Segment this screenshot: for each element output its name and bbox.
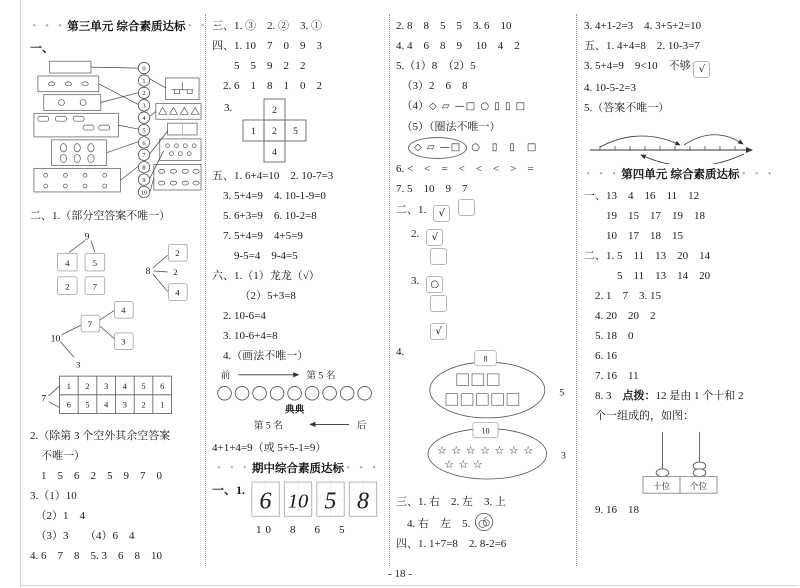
svg-text:4: 4 — [65, 258, 70, 269]
q8-text: 12 是由 1 个十和 2 — [655, 390, 744, 402]
balance-icon — [172, 82, 194, 94]
answer-line: 9. 16 18 — [584, 504, 639, 516]
svg-text:5: 5 — [559, 387, 565, 399]
answer-line: 6. 16 — [584, 350, 617, 362]
svg-text:2: 2 — [272, 127, 278, 137]
q8-line-1 — [584, 386, 776, 406]
check-label: 3. — [411, 275, 420, 287]
svg-text:5: 5 — [293, 127, 299, 137]
answer-line: 3. 5+4=9 4. 10-1-9=0 — [212, 190, 326, 202]
svg-text:2: 2 — [85, 381, 90, 391]
answer-line: 四、1. 10 7 0 9 3 — [212, 40, 322, 52]
svg-text:1: 1 — [66, 381, 71, 391]
answer-line: 6. < < = < < < > = — [396, 163, 534, 175]
svg-text:4: 4 — [272, 148, 278, 158]
col4-answers-d — [584, 500, 776, 520]
answer-line: 10 17 18 15 — [584, 230, 683, 242]
bond7-table — [59, 376, 171, 413]
q45-line — [396, 512, 572, 534]
check-label: 2. — [411, 228, 420, 240]
svg-text:☆: ☆ — [494, 444, 505, 457]
answer-line: （2）1 4 — [30, 510, 85, 522]
circled-shapes-line — [396, 137, 572, 159]
svg-text:☆: ☆ — [465, 444, 476, 457]
svg-text:3: 3 — [104, 381, 109, 391]
race-diagram — [212, 366, 384, 438]
svg-text:7: 7 — [92, 281, 98, 292]
q8-prefix: 8. 3 — [584, 390, 623, 402]
col4-answers-a — [584, 16, 776, 56]
header-dots: • • • — [216, 464, 250, 472]
match-lines — [91, 67, 168, 192]
column-separator-3 — [576, 14, 577, 566]
answer-line: 7. 5 10 9 7 — [396, 183, 468, 195]
check-row-5 — [396, 295, 572, 316]
answer-line: 7. 16 11 — [584, 370, 639, 382]
handwriting-boxes — [251, 480, 381, 520]
check-row-1 — [396, 199, 572, 222]
svg-text:5: 5 — [141, 381, 146, 391]
svg-text:8: 8 — [357, 488, 370, 515]
svg-text:☆: ☆ — [458, 459, 469, 472]
q8-line-2: 个一组成的，如图： — [584, 410, 694, 422]
answer-line: 19 15 17 19 18 — [584, 210, 705, 222]
svg-text:2: 2 — [175, 248, 180, 259]
answer-line: 5.（答案不唯一） — [584, 102, 670, 114]
answer-line: 2. 6 1 8 1 0 2 — [212, 80, 322, 92]
svg-text:8: 8 — [142, 164, 146, 172]
answer-line: 2.（除第 3 个空外其余空答案 — [30, 430, 171, 442]
unit4-title: 第四单元 综合素质达标 — [621, 169, 740, 181]
scan-edge-left — [20, 0, 21, 588]
svg-text:典典: 典典 — [284, 404, 305, 416]
svg-text:8: 8 — [483, 354, 488, 364]
svg-text:9: 9 — [84, 231, 90, 243]
svg-text:7: 7 — [142, 152, 146, 160]
answer-line: 3.（1）10 — [30, 490, 77, 502]
svg-text:2: 2 — [272, 106, 278, 116]
svg-text:6: 6 — [142, 139, 146, 147]
check-label: 二、1. — [396, 204, 427, 216]
svg-text:☆: ☆ — [473, 459, 483, 472]
answer-line: 4. 20 20 2 — [584, 310, 656, 322]
svg-text:3: 3 — [561, 450, 567, 462]
svg-text:5: 5 — [324, 488, 337, 515]
svg-text:10: 10 — [50, 333, 61, 345]
oval-sets-block — [396, 342, 572, 492]
q8-tip-label: 点拨： — [622, 390, 656, 402]
answer-line: 四、1. 1+7=8 2. 8-2=6 — [396, 538, 507, 550]
col3-answers-d — [396, 534, 572, 554]
column-separator-2 — [389, 14, 390, 566]
svg-text:☆: ☆ — [523, 444, 534, 457]
answer-line: （3）3 （4）6 4 — [30, 530, 135, 542]
answer-line: 5 11 13 14 20 — [584, 270, 711, 282]
oval-sets-diagram — [410, 342, 570, 492]
answer-checkbox: √ — [426, 229, 443, 246]
q4-label: （4） — [396, 100, 429, 112]
answer-line: 5.（1）8 （2）5 — [396, 60, 476, 72]
col4-answers-c — [584, 186, 776, 386]
number-line-diagram — [584, 118, 766, 164]
answer-line: 4. 6 7 8 5. 3 6 8 10 — [30, 550, 162, 562]
column-4 — [584, 16, 776, 520]
q3-check-line — [584, 56, 776, 78]
svg-text:8: 8 — [145, 265, 151, 277]
answer-checkbox — [430, 248, 447, 265]
svg-text:6: 6 — [259, 488, 272, 515]
answer-line: 1 5 6 2 5 9 7 0 — [30, 470, 162, 482]
svg-text:☆: ☆ — [509, 444, 519, 457]
col1-answers — [30, 426, 202, 566]
svg-text:3: 3 — [75, 359, 81, 370]
header-dots: • • • — [32, 22, 66, 30]
answer-checkbox: √ — [693, 61, 710, 78]
svg-text:前: 前 — [220, 370, 231, 382]
answer-checkbox — [458, 199, 475, 216]
answer-line: 2. 1 7 3. 15 — [584, 290, 661, 302]
cross-diagram — [240, 98, 310, 164]
cross-block — [224, 98, 384, 164]
mid-q1-label: 一、1. — [212, 483, 246, 497]
svg-text:10: 10 — [287, 490, 309, 513]
answer-line: 7. 5+4=9 4+5=9 — [212, 230, 303, 242]
answer-line: 一、13 4 16 11 12 — [584, 190, 700, 202]
answer-checkbox — [430, 295, 447, 312]
unit3-header — [30, 18, 221, 34]
unit4-header — [584, 166, 776, 182]
svg-text:第 5 名: 第 5 名 — [306, 370, 336, 382]
answer-line: 5. 18 0 — [584, 330, 634, 342]
svg-text:十位: 十位 — [652, 480, 671, 491]
circled-shape-group: ◇ ▱ —□ — [408, 137, 467, 159]
col3-answers-a — [396, 16, 572, 96]
column-2 — [212, 16, 384, 540]
q5-line: （5）（圈法不唯一） — [396, 121, 501, 133]
svg-text:1: 1 — [142, 77, 146, 85]
answer-line: 5 5 9 2 2 — [212, 60, 306, 72]
answer-line: 三、1. ③ 2. ② 3. ① — [212, 20, 322, 32]
page-number: - 18 - — [388, 568, 412, 580]
section-1-label: 一、 — [30, 41, 55, 55]
column-separator-1 — [205, 14, 206, 566]
svg-text:3: 3 — [142, 102, 146, 110]
matching-diagram — [30, 58, 202, 206]
svg-text:4: 4 — [121, 305, 126, 316]
solid-shape-icons: ◇ ▱ —□ ○ ▯ ▯ □ — [429, 101, 527, 112]
handwriting-answers: 10 8 6 5 — [256, 524, 349, 536]
svg-text:4: 4 — [175, 287, 180, 298]
svg-text:4: 4 — [122, 381, 127, 391]
runner-circles — [218, 386, 372, 400]
col3-answers-b — [396, 159, 572, 199]
answer-line: （3）2 6 8 — [396, 80, 468, 92]
svg-text:2: 2 — [173, 266, 178, 277]
answer-line: 六、1.（1）龙龙（√） — [212, 270, 320, 282]
race-equation: 4+1+4=9（或 5+5-1=9） — [212, 442, 327, 454]
check-row-6 — [396, 318, 572, 340]
svg-text:0: 0 — [142, 65, 146, 73]
answer-line: 4. 4 6 8 9 10 4 2 — [396, 40, 520, 52]
svg-text:9: 9 — [142, 176, 146, 184]
answer-checkbox: ○ — [426, 276, 443, 293]
check-row-4 — [396, 271, 572, 293]
answer-line: 2. 10-6=4 — [212, 310, 266, 322]
svg-text:2: 2 — [141, 400, 146, 410]
midterm-title: 期中综合素质达标 — [252, 463, 344, 475]
q3-label: 3. — [224, 102, 233, 114]
svg-text:☆: ☆ — [437, 444, 447, 457]
number-bonds-diagram — [30, 226, 202, 426]
answer-line: 4.（画法不唯一） — [212, 350, 309, 362]
header-dots: • • • — [346, 464, 380, 472]
section-2-intro: 二、1.（部分空答案不唯一） — [30, 210, 171, 222]
svg-text:5: 5 — [85, 400, 90, 410]
uncircled-shapes: ○ ▯ ▯ □ — [471, 142, 538, 153]
col3-answers-c — [396, 492, 572, 512]
answer-line: 9-5=4 9-4=5 — [212, 250, 298, 262]
q4-big-label: 4. — [396, 346, 405, 358]
number-circles — [138, 62, 149, 197]
answer-line: 不唯一） — [30, 450, 85, 462]
check-row-3 — [396, 248, 572, 269]
svg-text:个位: 个位 — [689, 480, 708, 491]
svg-text:5: 5 — [92, 258, 98, 269]
svg-text:6: 6 — [66, 400, 71, 410]
answer-line: 五、1. 4+4=8 2. 10-3=7 — [584, 40, 700, 52]
count-squares — [446, 374, 519, 405]
svg-text:后: 后 — [356, 420, 367, 432]
svg-text:☆: ☆ — [444, 459, 455, 472]
svg-text:3: 3 — [121, 336, 126, 347]
svg-text:4: 4 — [142, 115, 146, 123]
svg-text:第 5 名: 第 5 名 — [253, 420, 283, 432]
svg-text:2: 2 — [65, 281, 70, 292]
q4-shapes-line — [396, 96, 572, 117]
answer-line: 二、1. 5 11 13 20 14 — [584, 250, 711, 262]
answer-line: 三、1. 右 2. 左 3. 上 — [396, 496, 506, 508]
header-dots: • • • — [586, 170, 620, 178]
answer-line: 3. 10-6+4=8 — [212, 330, 278, 342]
answer-line: 5. 6+3=9 6. 10-2=8 — [212, 210, 317, 222]
q45-prefix: 4. 右 左 5. — [396, 518, 471, 530]
scan-edge-bottom — [20, 585, 798, 586]
answer-checkbox: √ — [433, 205, 450, 222]
answer-line: 3. 4+1-2=3 4. 3+5+2=10 — [584, 20, 702, 32]
svg-text:1: 1 — [160, 400, 165, 410]
column-1 — [30, 16, 221, 566]
q3-text: 3. 5+4=9 9<10 不够 — [584, 60, 691, 72]
fruit-icon — [474, 512, 494, 532]
answer-checkbox: √ — [430, 323, 447, 340]
count-stars — [437, 445, 533, 471]
svg-text:3: 3 — [122, 400, 127, 410]
col2-answers-b — [212, 166, 384, 366]
svg-text:10: 10 — [481, 426, 490, 436]
place-value-abacus — [605, 426, 755, 500]
header-dots: • • • — [187, 22, 221, 30]
col4-answers-b — [584, 78, 776, 118]
col2-answers-a — [212, 16, 384, 96]
midterm-header — [212, 460, 384, 476]
column-3 — [396, 16, 572, 554]
check-row-2 — [396, 224, 572, 246]
header-dots: • • • — [741, 170, 775, 178]
answer-line: 2. 8 8 5 5 3. 6 10 — [396, 20, 512, 32]
answer-line: 五、1. 6+4=10 2. 10-7=3 — [212, 170, 334, 182]
svg-text:5: 5 — [142, 127, 146, 135]
svg-text:10: 10 — [140, 189, 148, 197]
answer-line: 4. 10-5-2=3 — [584, 82, 637, 94]
svg-text:6: 6 — [160, 381, 165, 391]
answer-line: （2）5+3=8 — [212, 290, 296, 302]
svg-text:1: 1 — [251, 127, 257, 137]
unit3-title: 第三单元 综合素质达标 — [67, 21, 186, 33]
svg-text:☆: ☆ — [451, 444, 462, 457]
svg-text:4: 4 — [104, 400, 109, 410]
svg-text:2: 2 — [142, 90, 146, 98]
handwriting-block — [212, 480, 384, 520]
svg-text:7: 7 — [87, 318, 93, 329]
svg-text:☆: ☆ — [480, 444, 491, 457]
svg-text:7: 7 — [41, 393, 47, 405]
